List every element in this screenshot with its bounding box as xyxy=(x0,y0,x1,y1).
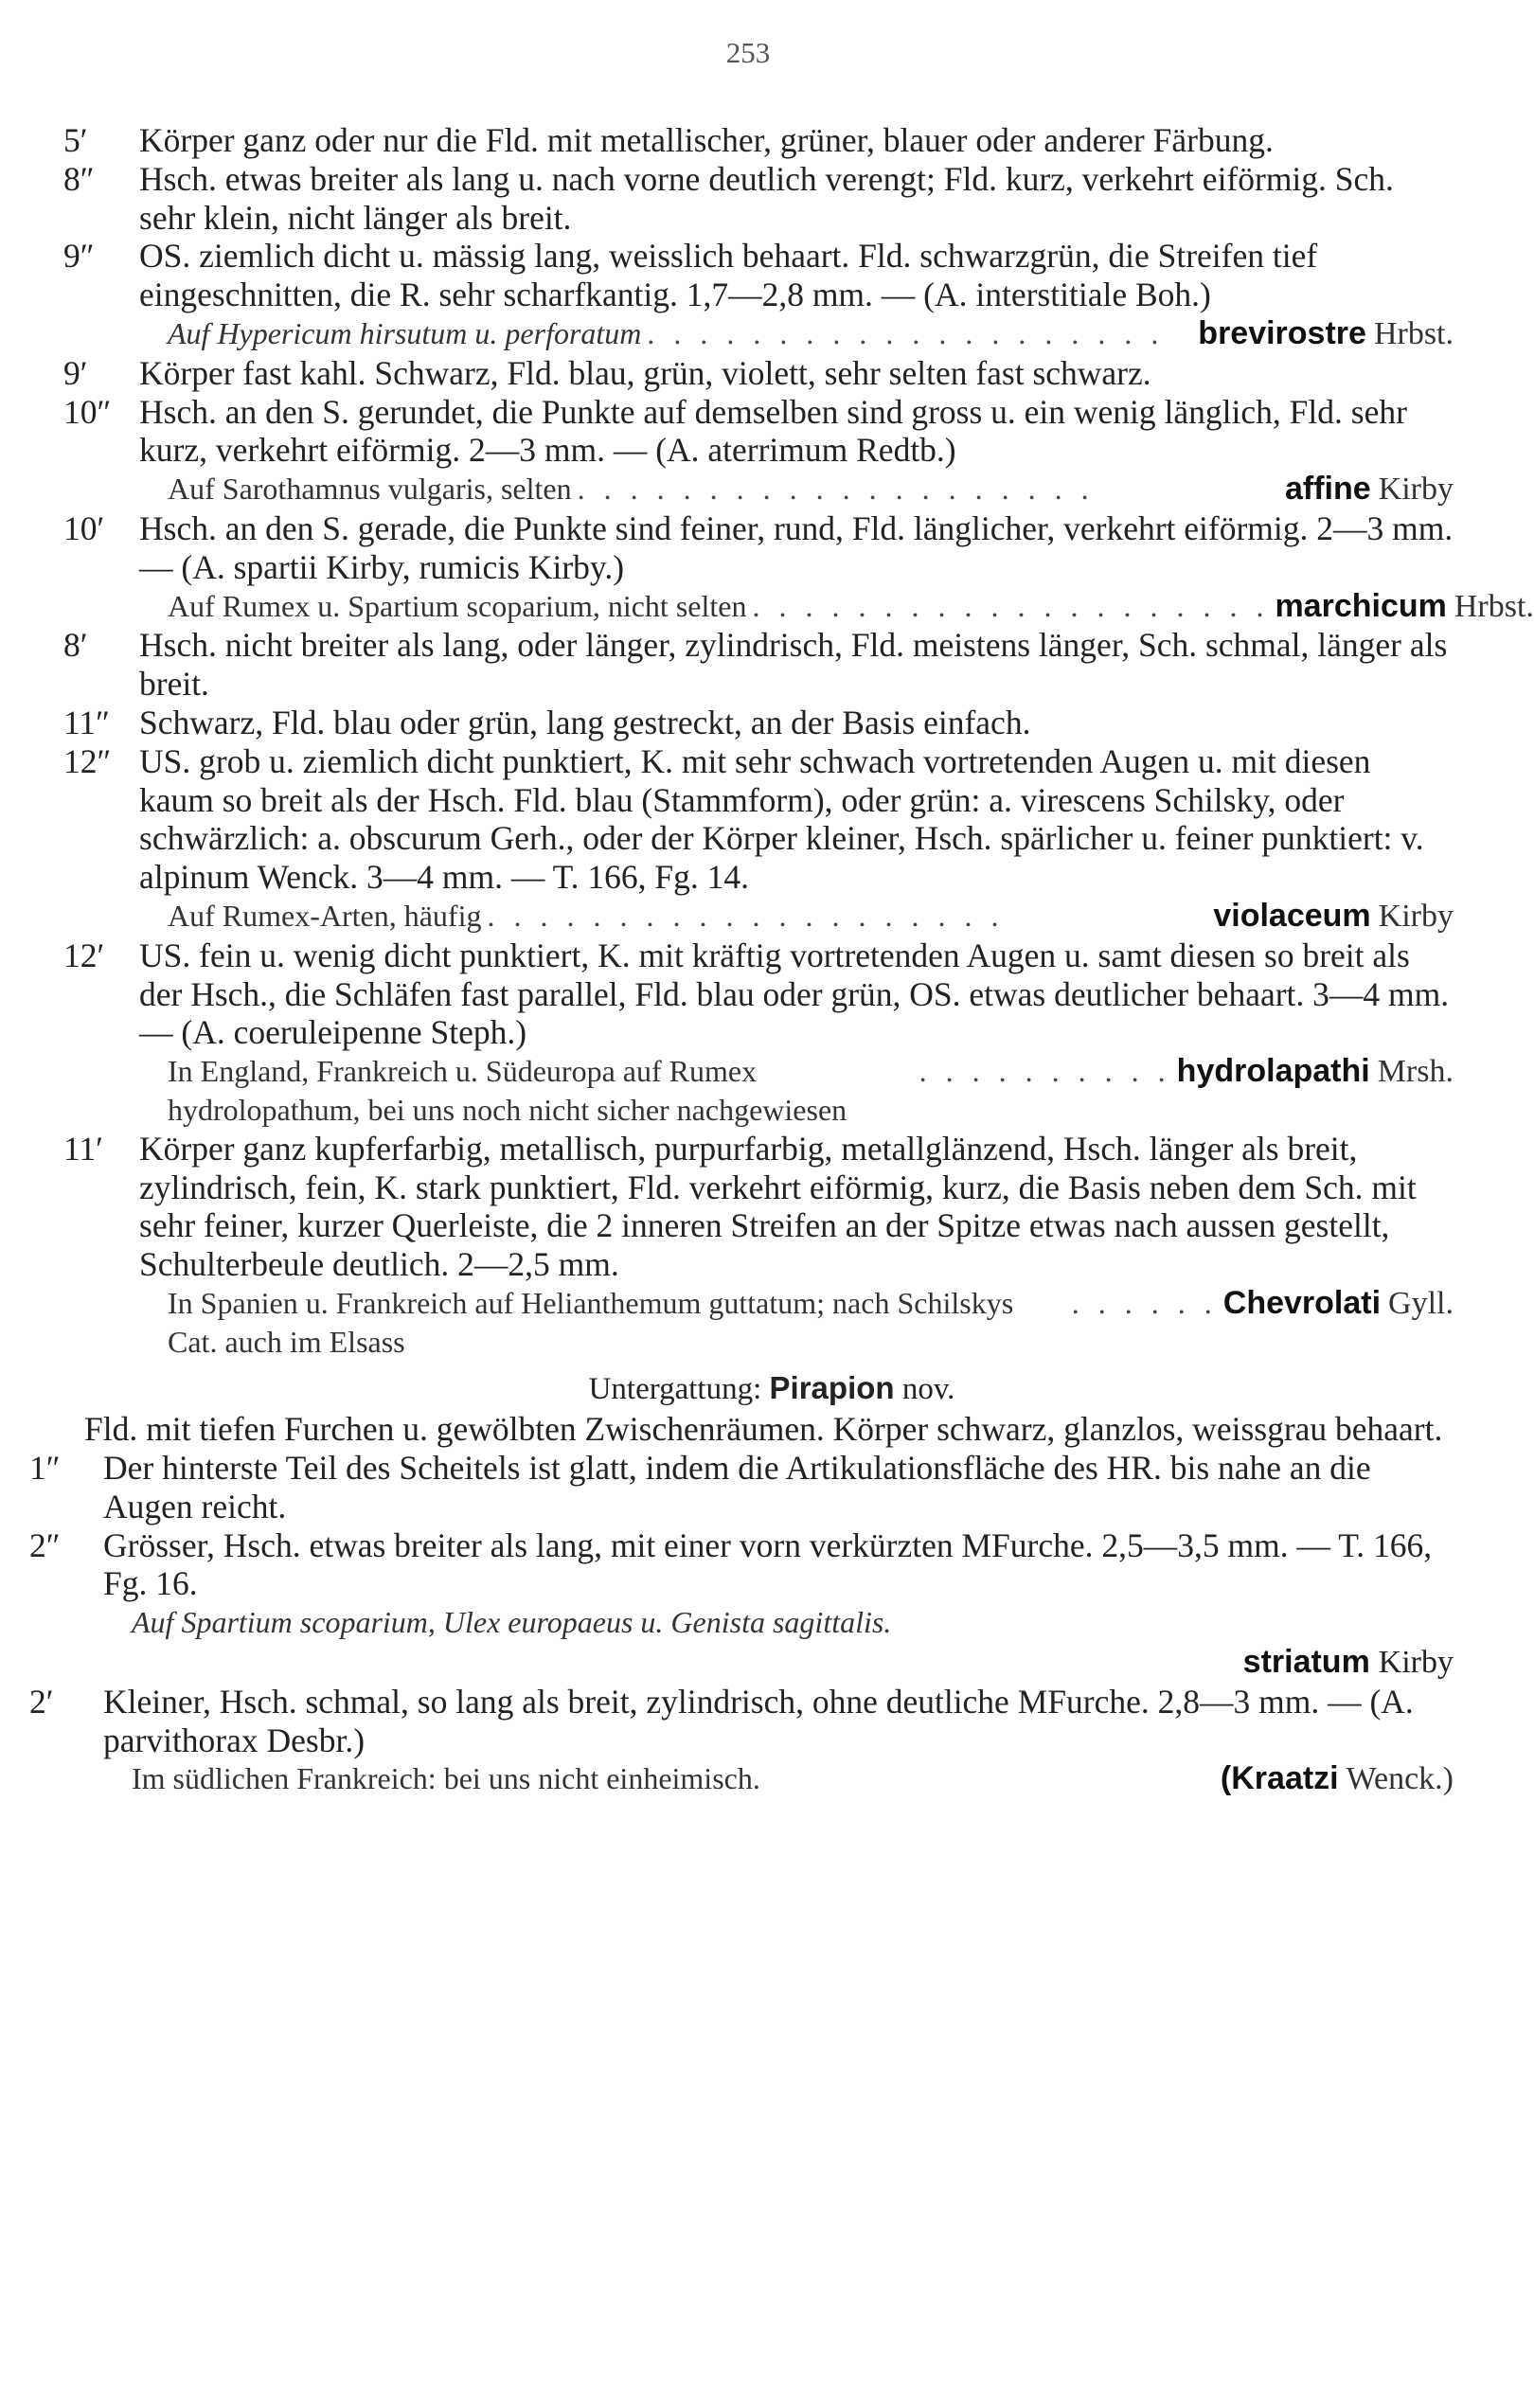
couplet-number: 5′ xyxy=(63,121,88,159)
subgenus-name: Pirapion xyxy=(769,1369,895,1405)
entry-text: Hsch. nicht breiter als lang, oder länger, zylindrisch, Fld. meistens länger, Sch. schmal, länger als breit. xyxy=(139,626,1448,704)
habitat-line xyxy=(168,1284,1454,1362)
page-number: 253 xyxy=(725,36,771,69)
couplet-number: 11″ xyxy=(63,703,110,741)
subgenus-suffix: nov. xyxy=(901,1371,955,1406)
key-entry xyxy=(29,1449,1454,1526)
key-entry xyxy=(63,121,1454,160)
species-author: Hrbst. xyxy=(1373,315,1454,351)
entry-text: US. fein u. wenig dicht punktiert, K. mit kräftig vortretenden Augen u. samt diesen so breit als der Hsch., die Schläfen fast parallel, Fld. blau oder grün, OS. etwas deutlicher behaart. 3—4 mm. — (A. coeruleipenne Steph.) xyxy=(139,936,1450,1052)
entry-text: Schwarz, Fld. blau oder grün, lang gestreckt, an der Basis einfach. xyxy=(139,703,1031,741)
species-name: affine xyxy=(1284,471,1371,508)
habitat-line xyxy=(168,587,1534,627)
couplet-number: 8″ xyxy=(63,159,95,198)
key-entry xyxy=(63,741,1454,936)
entry-text: Hsch. an den S. gerade, die Punkte sind feiner, rund, Fld. länglicher, verkehrt eiförmig. 2—3 mm. — (A. spartii Kirby, rumicis Kirby.) xyxy=(139,508,1454,586)
key-text xyxy=(29,121,1534,1799)
habitat-line xyxy=(168,1052,1454,1130)
key-entry xyxy=(63,1129,1454,1362)
couplet-number: 2″ xyxy=(29,1525,61,1564)
species-author: Wenck.) xyxy=(1346,1761,1454,1797)
entry-text: Körper ganz oder nur die Fld. mit metallischer, grüner, blauer oder anderer Färbung. xyxy=(139,121,1274,159)
entry-text: Grösser, Hsch. etwas breiter als lang, mit einer vorn verkürzten MFurche. 2,5—3,5 mm. — T. 166, Fg. 16. xyxy=(103,1525,1433,1603)
key-entry xyxy=(63,626,1454,704)
leader-dots: . . . . . . . . . . . . . . . . . . . . xyxy=(487,898,1005,933)
habitat-line xyxy=(132,1759,1454,1799)
subgenus-intro: Fld. mit tiefen Furchen u. gewölbten Zwischenräumen. Körper schwarz, glanzlos, weissgrau behaart. xyxy=(84,1410,1443,1449)
couplet-number: 9″ xyxy=(63,237,95,276)
couplet-number: 9′ xyxy=(63,353,88,392)
subgenus-label: Untergattung: xyxy=(588,1371,762,1406)
species-name: (Kraatzi xyxy=(1220,1760,1339,1797)
key-entry xyxy=(63,703,1454,742)
key-entry xyxy=(63,508,1534,626)
species-author: Hrbst. xyxy=(1454,588,1534,624)
key-entry xyxy=(29,1525,1454,1683)
entry-text: Hsch. etwas breiter als lang u. nach vorne deutlich verengt; Fld. kurz, verkehrt eiförmig. Sch. sehr klein, nicht länger als breit. xyxy=(139,159,1394,237)
couplet-number: 2′ xyxy=(29,1682,54,1721)
habitat-text: In England, Frankreich u. Südeuropa auf Rumex hydrolopathum, bei uns noch nicht sicher nachgewiesen xyxy=(168,1054,847,1127)
couplet-number: 11′ xyxy=(63,1129,103,1168)
species-name: brevirostre xyxy=(1198,314,1366,351)
key-entry xyxy=(63,392,1454,509)
species-name: hydrolapathi xyxy=(1176,1053,1370,1090)
couplet-number: 8′ xyxy=(63,626,88,665)
species-author: Kirby xyxy=(1378,898,1454,934)
leader-dots: . . . . . . . . . . . . . . . . . . . . xyxy=(577,472,1095,507)
habitat-text: Auf Sarothamnus vulgaris, selten xyxy=(168,472,572,507)
habitat-text: Auf Rumex-Arten, häufig xyxy=(168,898,482,933)
couplet-number: 1″ xyxy=(29,1449,61,1488)
leader-dots: . . . . . . . . . . . . . . . . . . . . xyxy=(647,315,1165,350)
subgenus-heading xyxy=(90,1369,1454,1409)
habitat-line xyxy=(168,470,1454,509)
entry-text: Der hinterste Teil des Scheitels ist glatt, indem die Artikulationsfläche des HR. bis nahe an die Augen reicht. xyxy=(103,1449,1371,1525)
leader-dots: . . . . . . xyxy=(1071,1285,1218,1320)
habitat-text: Auf Hypericum hirsutum u. perforatum xyxy=(168,315,642,350)
key-entry xyxy=(63,237,1454,353)
species-name: striatum xyxy=(1242,1644,1370,1681)
key-entry xyxy=(29,1682,1454,1799)
species-author: Kirby xyxy=(1378,1645,1454,1681)
key-entry xyxy=(63,159,1454,238)
species-name: marchicum xyxy=(1275,587,1447,624)
species-author: Gyll. xyxy=(1388,1285,1454,1321)
habitat-text: In Spanien u. Frankreich auf Helianthemum guttatum; nach Schilskys Cat. auch im Elsass xyxy=(168,1285,1014,1359)
habitat-text: Auf Spartium scoparium, Ulex europaeus u. Genista sagittalis. xyxy=(132,1605,892,1640)
habitat-text: Auf Rumex u. Spartium scoparium, nicht selten xyxy=(168,588,747,623)
couplet-number: 12′ xyxy=(63,936,105,974)
entry-text: US. grob u. ziemlich dicht punktiert, K. mit sehr schwach vortretenden Augen u. mit diesen kaum so breit als der Hsch. Fld. blau (Stammform), oder grün: a. virescens Schilsky, oder schwärzlich: a. obscurum Gerh., oder der Körper kleiner, Hsch. spärlicher u. feiner punktiert: v. alpinum Wenck. 3—4 mm. — T. 166, Fg. 14. xyxy=(139,741,1424,897)
habitat-text: Im südlichen Frankreich: bei uns nicht einheimisch. xyxy=(132,1761,760,1796)
entry-text: Hsch. an den S. gerundet, die Punkte auf demselben sind gross u. ein wenig länglich, Fld. sehr kurz, verkehrt eiförmig. 2—3 mm. — (A. aterrimum Redtb.) xyxy=(139,392,1407,470)
couplet-number: 10″ xyxy=(63,392,112,431)
habitat-line xyxy=(132,1603,1454,1642)
species-line xyxy=(103,1642,1454,1683)
entry-text: Kleiner, Hsch. schmal, so lang als breit, zylindrisch, ohne deutliche MFurche. 2,8—3 mm. — (A. parvithorax Desbr.) xyxy=(103,1682,1414,1759)
couplet-number: 12″ xyxy=(63,741,112,780)
species-author: Kirby xyxy=(1378,472,1454,508)
species-name: Chevrolati xyxy=(1222,1284,1382,1321)
key-entry xyxy=(63,936,1454,1130)
entry-text: Körper ganz kupferfarbig, metallisch, purpurfarbig, metallglänzend, Hsch. länger als breit, zylindrisch, fein, K. stark punktiert, Fld. verkehrt eiförmig, kurz, die Basis neben dem Sch. mit sehr feiner, kurzer Querleiste, die 2 inneren Streifen an der Spitze etwas nach aussen gestellt, Schulterbeule deutlich. 2—2,5 mm. xyxy=(139,1129,1417,1284)
couplet-number: 10′ xyxy=(63,508,105,547)
leader-dots: . . . . . . . . . . . . . . . . . . . . xyxy=(752,588,1270,623)
entry-text: OS. ziemlich dicht u. mässig lang, weisslich behaart. Fld. schwarzgrün, die Streifen tief eingeschnitten, die R. sehr scharfkantig. 1,7—2,8 mm. — (A. interstitiale Boh.) xyxy=(139,237,1318,314)
key-entry xyxy=(63,353,1454,393)
entry-text: Körper fast kahl. Schwarz, Fld. blau, grün, violett, sehr selten fast schwarz. xyxy=(139,353,1151,392)
leader-dots: . . . . . . . . . . xyxy=(919,1054,1171,1089)
habitat-line xyxy=(168,897,1454,936)
species-name: violaceum xyxy=(1213,897,1371,934)
habitat-line xyxy=(168,314,1454,354)
species-author: Mrsh. xyxy=(1377,1054,1454,1090)
